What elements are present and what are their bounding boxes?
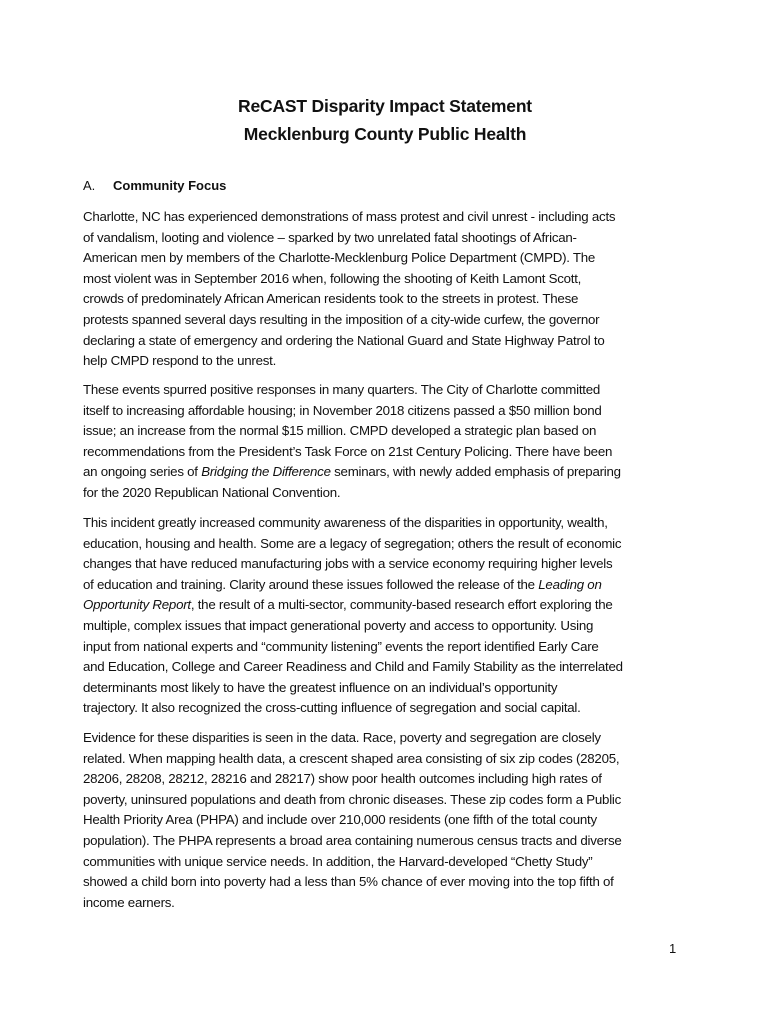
text-line: communities with unique service needs. In addition, the Harvard-developed “Chetty Study” xyxy=(83,853,593,869)
section-label: Community Focus xyxy=(113,178,227,193)
text-line: recommendations from the President’s Task Force on 21st Century Policing. There have been xyxy=(83,443,613,459)
text-line: population). The PHPA represents a broad area containing numerous census tracts and diverse xyxy=(83,832,622,848)
text-line: of vandalism, looting and violence – sparked by two unrelated fatal shootings of African- xyxy=(83,229,577,245)
text-line: crowds of predominately African American residents took to the streets in protest. These xyxy=(83,291,579,307)
text-line: income earners. xyxy=(83,894,175,910)
text-line: declaring a state of emergency and ordering the National Guard and State Highway Patrol to xyxy=(83,332,605,348)
text-line: input from national experts and “community listening” events the report identified Early Care xyxy=(83,638,599,654)
paragraph-1 xyxy=(83,207,681,372)
text-line: issue; an increase from the normal $15 million. CMPD developed a strategic plan based on xyxy=(83,423,597,439)
text-line: 28206, 28208, 28212, 28216 and 28217) show poor health outcomes including high rates of xyxy=(83,771,602,787)
text-line xyxy=(83,595,681,616)
document-subtitle: Mecklenburg County Public Health xyxy=(243,124,527,144)
text-line: education, housing and health. Some are a legacy of segregation; others the result of economic xyxy=(83,535,622,551)
text-line: multiple, complex issues that impact generational poverty and access to opportunity. Using xyxy=(83,617,594,633)
text-line: changes that have reduced manufacturing jobs with a service economy requiring higher levels xyxy=(83,556,613,572)
text-line: and Education, College and Career Readiness and Child and Family Stability as the interrelated xyxy=(83,659,623,675)
italic-title-report: Opportunity Report xyxy=(83,597,191,613)
text-line xyxy=(83,575,681,596)
section-number: A. xyxy=(83,178,96,193)
section-heading xyxy=(83,178,226,193)
text-line: Charlotte, NC has experienced demonstrations of mass protest and civil unrest - including acts xyxy=(83,209,616,224)
text-line: for the 2020 Republican National Convention. xyxy=(83,484,341,500)
document-title: ReCAST Disparity Impact Statement xyxy=(238,96,532,116)
text-line: showed a child born into poverty had a less than 5% chance of ever moving into the top fifth of xyxy=(83,874,614,890)
text-line: American men by members of the Charlotte-Mecklenburg Police Department (CMPD). The xyxy=(83,250,596,266)
paragraph-4 xyxy=(83,728,681,913)
italic-title-bridging: Bridging the Difference xyxy=(201,464,331,480)
text-line: These events spurred positive responses in many quarters. The City of Charlotte committed xyxy=(83,382,601,397)
text-run: , the result of a multi-sector, community-based research effort exploring the xyxy=(190,597,613,613)
paragraph-3 xyxy=(83,513,681,719)
page-number: 1 xyxy=(669,941,677,956)
text-run: of education and training. Clarity around these issues followed the release of the xyxy=(83,576,539,592)
text-line: poverty, uninsured populations and death from chronic diseases. These zip codes form a Public xyxy=(83,791,621,807)
text-line: itself to increasing affordable housing; in November 2018 citizens passed a $50 million bond xyxy=(83,402,602,418)
text-run: an ongoing series of xyxy=(83,464,202,480)
italic-title-leading: Leading on xyxy=(538,576,602,592)
paragraph-2 xyxy=(83,380,681,504)
text-run: seminars, with newly added emphasis of preparing xyxy=(330,464,621,480)
text-line: This incident greatly increased community awareness of the disparities in opportunity, wealth, xyxy=(83,515,608,530)
text-line xyxy=(83,462,681,483)
text-line: Health Priority Area (PHPA) and include over 210,000 residents (one fifth of the total county xyxy=(83,812,597,828)
text-line: related. When mapping health data, a crescent shaped area consisting of six zip codes (28205, xyxy=(83,750,620,766)
text-line: Evidence for these disparities is seen in the data. Race, poverty and segregation are closely xyxy=(83,730,601,745)
text-line: determinants most likely to have the greatest influence on an individual’s opportunity xyxy=(83,679,558,695)
text-line: help CMPD respond to the unrest. xyxy=(83,353,277,369)
text-line: protests spanned several days resulting in the imposition of a city-wide curfew, the governor xyxy=(83,311,600,327)
text-line: trajectory. It also recognized the cross-cutting influence of segregation and social capital. xyxy=(83,700,581,716)
text-line: most violent was in September 2016 when, following the shooting of Keith Lamont Scott, xyxy=(83,270,582,286)
